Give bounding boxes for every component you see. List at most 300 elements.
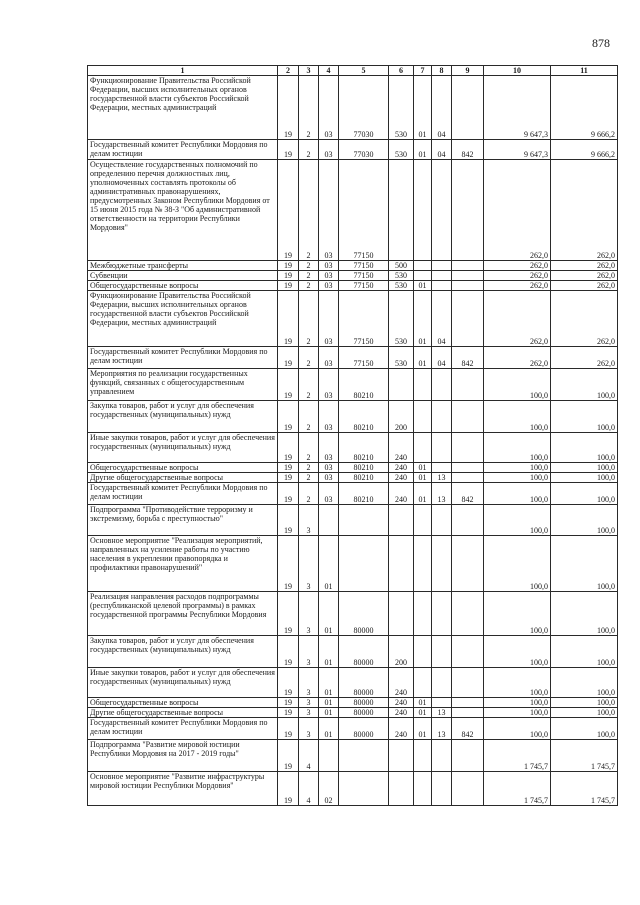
code-cell (432, 698, 452, 708)
column-header: 9 (452, 66, 484, 76)
code-cell (389, 536, 414, 592)
code-cell (432, 271, 452, 281)
expense-name-cell: Другие общегосударственные вопросы (88, 708, 278, 718)
code-cell (452, 160, 484, 261)
amount-cell: 100,0 (484, 698, 551, 708)
code-cell (389, 772, 414, 806)
code-cell: 77150 (339, 281, 389, 291)
code-cell (432, 505, 452, 536)
code-cell (452, 261, 484, 271)
code-cell: 04 (432, 347, 452, 369)
code-cell (389, 740, 414, 772)
amount-cell: 100,0 (551, 401, 618, 433)
code-cell: 03 (319, 160, 339, 261)
amount-cell: 262,0 (551, 261, 618, 271)
code-cell (432, 369, 452, 401)
code-cell (414, 740, 432, 772)
code-cell (452, 76, 484, 140)
code-cell: 80210 (339, 473, 389, 483)
code-cell: 19 (278, 505, 299, 536)
code-cell: 19 (278, 261, 299, 271)
code-cell: 80000 (339, 698, 389, 708)
code-cell: 19 (278, 592, 299, 636)
amount-cell: 100,0 (484, 433, 551, 463)
amount-cell: 100,0 (551, 668, 618, 698)
table-row (88, 718, 618, 740)
amount-cell: 100,0 (484, 636, 551, 668)
expense-name-cell: Общегосударственные вопросы (88, 281, 278, 291)
code-cell: 77030 (339, 140, 389, 160)
amount-cell: 100,0 (551, 708, 618, 718)
expense-name-cell: Межбюджетные трансферты (88, 261, 278, 271)
code-cell: 02 (319, 772, 339, 806)
code-cell: 3 (299, 698, 319, 708)
code-cell: 19 (278, 698, 299, 708)
code-cell (432, 636, 452, 668)
amount-cell: 1 745,7 (551, 740, 618, 772)
amount-cell: 100,0 (484, 536, 551, 592)
expense-name-cell: Функционирование Правительства Российской Федерации, высших исполнительных органов государственной власти субъектов Российской Федерации, местных администраций (88, 76, 278, 140)
code-cell: 80210 (339, 483, 389, 505)
code-cell: 19 (278, 160, 299, 261)
code-cell: 01 (319, 536, 339, 592)
code-cell (414, 636, 432, 668)
code-cell (389, 592, 414, 636)
code-cell: 19 (278, 140, 299, 160)
amount-cell: 262,0 (484, 281, 551, 291)
code-cell: 01 (414, 473, 432, 483)
table-body (88, 76, 618, 806)
expense-name-cell: Закупка товаров, работ и услуг для обеспечения государственных (муниципальных) нужд (88, 636, 278, 668)
code-cell: 240 (389, 718, 414, 740)
amount-cell: 100,0 (551, 636, 618, 668)
expense-name-cell: Государственный комитет Республики Мордовия по делам юстиции (88, 140, 278, 160)
amount-cell: 100,0 (484, 369, 551, 401)
code-cell: 240 (389, 698, 414, 708)
table-row (88, 433, 618, 463)
table-row (88, 772, 618, 806)
code-cell: 200 (389, 401, 414, 433)
code-cell: 77150 (339, 347, 389, 369)
code-cell: 13 (432, 473, 452, 483)
code-cell (389, 505, 414, 536)
table-row (88, 401, 618, 433)
code-cell: 530 (389, 140, 414, 160)
code-cell: 3 (299, 636, 319, 668)
code-cell: 2 (299, 483, 319, 505)
code-cell (339, 740, 389, 772)
code-cell (452, 536, 484, 592)
amount-cell: 100,0 (484, 473, 551, 483)
code-cell (452, 772, 484, 806)
code-cell: 2 (299, 433, 319, 463)
code-cell: 01 (414, 140, 432, 160)
code-cell (452, 505, 484, 536)
code-cell (414, 271, 432, 281)
code-cell (452, 708, 484, 718)
code-cell: 240 (389, 473, 414, 483)
code-cell: 2 (299, 473, 319, 483)
expense-name-cell: Реализация направления расходов подпрограммы (республиканской целевой программы) в рамках государственной программы Республики Мордовия (88, 592, 278, 636)
code-cell (432, 772, 452, 806)
code-cell (432, 592, 452, 636)
column-header: 2 (278, 66, 299, 76)
amount-cell: 100,0 (551, 536, 618, 592)
expense-name-cell: Другие общегосударственные вопросы (88, 473, 278, 483)
code-cell: 03 (319, 291, 339, 347)
amount-cell: 262,0 (551, 160, 618, 261)
code-cell: 4 (299, 740, 319, 772)
expense-name-cell: Подпрограмма "Противодействие терроризму и экстремизму, борьба с преступностью" (88, 505, 278, 536)
code-cell: 77030 (339, 76, 389, 140)
amount-cell: 262,0 (551, 291, 618, 347)
column-header: 7 (414, 66, 432, 76)
code-cell: 2 (299, 463, 319, 473)
code-cell (452, 636, 484, 668)
table-row (88, 740, 618, 772)
code-cell: 77150 (339, 261, 389, 271)
column-header: 8 (432, 66, 452, 76)
code-cell: 2 (299, 281, 319, 291)
table-row (88, 160, 618, 261)
amount-cell: 1 745,7 (551, 772, 618, 806)
budget-table (87, 65, 618, 806)
amount-cell: 100,0 (551, 592, 618, 636)
table-row (88, 473, 618, 483)
table-row (88, 261, 618, 271)
amount-cell: 262,0 (551, 271, 618, 281)
code-cell: 80210 (339, 369, 389, 401)
code-cell (319, 505, 339, 536)
code-cell: 19 (278, 369, 299, 401)
code-cell (414, 505, 432, 536)
code-cell: 80210 (339, 433, 389, 463)
expense-name-cell: Основное мероприятие "Развитие инфраструктуры мировой юстиции Республики Мордовия" (88, 772, 278, 806)
code-cell: 3 (299, 536, 319, 592)
code-cell: 03 (319, 369, 339, 401)
code-cell (452, 473, 484, 483)
code-cell: 01 (414, 76, 432, 140)
code-cell: 01 (414, 291, 432, 347)
amount-cell: 9 666,2 (551, 76, 618, 140)
code-cell: 01 (414, 708, 432, 718)
code-cell: 01 (319, 636, 339, 668)
code-cell: 03 (319, 347, 339, 369)
amount-cell: 100,0 (551, 483, 618, 505)
table-row (88, 698, 618, 708)
expense-name-cell: Государственный комитет Республики Мордовия по делам юстиции (88, 347, 278, 369)
expense-name-cell: Основное мероприятие "Реализация мероприятий, направленных на усиление работы по участию населения в укреплении правопорядка и профилактики правонарушений" (88, 536, 278, 592)
code-cell (432, 281, 452, 291)
amount-cell: 262,0 (484, 261, 551, 271)
table-row (88, 536, 618, 592)
table-row (88, 281, 618, 291)
code-cell: 03 (319, 140, 339, 160)
code-cell: 3 (299, 592, 319, 636)
amount-cell: 100,0 (484, 505, 551, 536)
code-cell: 01 (414, 483, 432, 505)
code-cell (414, 592, 432, 636)
code-cell (414, 160, 432, 261)
code-cell (452, 698, 484, 708)
table-header-row (88, 66, 618, 76)
code-cell (452, 433, 484, 463)
code-cell (414, 401, 432, 433)
code-cell: 03 (319, 76, 339, 140)
code-cell: 80000 (339, 636, 389, 668)
expense-name-cell: Субвенции (88, 271, 278, 281)
table-row (88, 369, 618, 401)
code-cell: 2 (299, 401, 319, 433)
code-cell: 19 (278, 483, 299, 505)
code-cell: 03 (319, 433, 339, 463)
code-cell: 13 (432, 708, 452, 718)
table-row (88, 463, 618, 473)
code-cell: 19 (278, 347, 299, 369)
code-cell: 13 (432, 483, 452, 505)
code-cell (414, 536, 432, 592)
code-cell: 2 (299, 76, 319, 140)
code-cell: 19 (278, 772, 299, 806)
code-cell: 240 (389, 433, 414, 463)
code-cell: 01 (414, 718, 432, 740)
code-cell (452, 369, 484, 401)
amount-cell: 100,0 (484, 401, 551, 433)
amount-cell: 9 647,3 (484, 76, 551, 140)
code-cell: 01 (414, 281, 432, 291)
code-cell: 530 (389, 76, 414, 140)
code-cell: 530 (389, 281, 414, 291)
code-cell: 03 (319, 463, 339, 473)
table-row (88, 668, 618, 698)
table-row (88, 483, 618, 505)
column-header: 5 (339, 66, 389, 76)
code-cell (452, 401, 484, 433)
amount-cell: 262,0 (484, 271, 551, 281)
code-cell (389, 369, 414, 401)
code-cell (452, 271, 484, 281)
code-cell: 2 (299, 347, 319, 369)
amount-cell: 100,0 (551, 505, 618, 536)
amount-cell: 9 647,3 (484, 140, 551, 160)
code-cell: 03 (319, 271, 339, 281)
code-cell: 240 (389, 668, 414, 698)
code-cell: 2 (299, 140, 319, 160)
amount-cell: 262,0 (484, 347, 551, 369)
page-number: 878 (592, 36, 610, 50)
code-cell (432, 463, 452, 473)
expense-name-cell: Иные закупки товаров, работ и услуг для обеспечения государственных (муниципальных) нужд (88, 433, 278, 463)
code-cell: 19 (278, 708, 299, 718)
code-cell: 2 (299, 369, 319, 401)
code-cell (432, 740, 452, 772)
column-header: 1 (88, 66, 278, 76)
column-header: 3 (299, 66, 319, 76)
code-cell (414, 369, 432, 401)
code-cell (432, 536, 452, 592)
code-cell: 13 (432, 718, 452, 740)
expense-name-cell: Функционирование Правительства Российской Федерации, высших исполнительных органов государственной власти субъектов Российской Федерации, местных администраций (88, 291, 278, 347)
table-row (88, 271, 618, 281)
code-cell (432, 668, 452, 698)
code-cell: 3 (299, 708, 319, 718)
table-row (88, 140, 618, 160)
code-cell: 19 (278, 473, 299, 483)
amount-cell: 100,0 (551, 473, 618, 483)
code-cell: 77150 (339, 271, 389, 281)
expense-name-cell: Государственный комитет Республики Мордовия по делам юстиции (88, 483, 278, 505)
code-cell: 01 (414, 698, 432, 708)
code-cell: 2 (299, 291, 319, 347)
table-row (88, 708, 618, 718)
amount-cell: 100,0 (484, 708, 551, 718)
code-cell: 3 (299, 718, 319, 740)
code-cell: 200 (389, 636, 414, 668)
expense-name-cell: Государственный комитет Республики Мордовия по делам юстиции (88, 718, 278, 740)
amount-cell: 100,0 (484, 718, 551, 740)
amount-cell: 100,0 (484, 668, 551, 698)
code-cell: 19 (278, 401, 299, 433)
code-cell (339, 505, 389, 536)
code-cell (414, 433, 432, 463)
code-cell: 80000 (339, 592, 389, 636)
amount-cell: 262,0 (551, 281, 618, 291)
amount-cell: 1 745,7 (484, 740, 551, 772)
code-cell: 19 (278, 433, 299, 463)
code-cell: 01 (414, 463, 432, 473)
code-cell: 3 (299, 505, 319, 536)
code-cell (452, 592, 484, 636)
code-cell: 842 (452, 483, 484, 505)
amount-cell: 100,0 (551, 433, 618, 463)
code-cell (452, 291, 484, 347)
table-row (88, 76, 618, 140)
code-cell: 240 (389, 483, 414, 505)
code-cell: 04 (432, 140, 452, 160)
code-cell (414, 261, 432, 271)
code-cell: 01 (319, 698, 339, 708)
code-cell: 03 (319, 261, 339, 271)
code-cell (452, 740, 484, 772)
code-cell: 80210 (339, 401, 389, 433)
table-row (88, 291, 618, 347)
code-cell: 530 (389, 347, 414, 369)
amount-cell: 9 666,2 (551, 140, 618, 160)
code-cell: 01 (319, 708, 339, 718)
code-cell: 19 (278, 718, 299, 740)
code-cell (389, 160, 414, 261)
code-cell (432, 401, 452, 433)
expense-name-cell: Иные закупки товаров, работ и услуг для обеспечения государственных (муниципальных) нужд (88, 668, 278, 698)
amount-cell: 100,0 (484, 483, 551, 505)
code-cell (339, 536, 389, 592)
amount-cell: 100,0 (484, 592, 551, 636)
code-cell (432, 160, 452, 261)
code-cell: 19 (278, 740, 299, 772)
code-cell: 19 (278, 291, 299, 347)
code-cell: 19 (278, 76, 299, 140)
code-cell: 19 (278, 636, 299, 668)
code-cell: 530 (389, 271, 414, 281)
column-header: 4 (319, 66, 339, 76)
code-cell: 530 (389, 291, 414, 347)
code-cell: 2 (299, 261, 319, 271)
code-cell: 19 (278, 271, 299, 281)
column-header: 6 (389, 66, 414, 76)
column-header: 11 (551, 66, 618, 76)
column-header: 10 (484, 66, 551, 76)
expense-name-cell: Общегосударственные вопросы (88, 698, 278, 708)
table-row (88, 636, 618, 668)
amount-cell: 262,0 (484, 291, 551, 347)
code-cell: 2 (299, 160, 319, 261)
code-cell: 01 (319, 668, 339, 698)
amount-cell: 100,0 (484, 463, 551, 473)
code-cell: 01 (414, 347, 432, 369)
expense-name-cell: Общегосударственные вопросы (88, 463, 278, 473)
amount-cell: 100,0 (551, 463, 618, 473)
code-cell: 2 (299, 271, 319, 281)
expense-name-cell: Мероприятия по реализации государственных функций, связанных с общегосударственным управлением (88, 369, 278, 401)
code-cell (452, 281, 484, 291)
code-cell (339, 772, 389, 806)
code-cell: 19 (278, 281, 299, 291)
code-cell (319, 740, 339, 772)
code-cell: 03 (319, 483, 339, 505)
amount-cell: 1 745,7 (484, 772, 551, 806)
code-cell: 19 (278, 668, 299, 698)
code-cell: 240 (389, 463, 414, 473)
code-cell: 19 (278, 463, 299, 473)
amount-cell: 100,0 (551, 698, 618, 708)
code-cell: 3 (299, 668, 319, 698)
table-row (88, 592, 618, 636)
code-cell: 4 (299, 772, 319, 806)
expense-name-cell: Осуществление государственных полномочий по определению перечня должностных лиц, уполномоченных составлять протоколы об административных правонарушениях, предусмотренных Законом Республики Мордовия от 15 июня 2015 года № 38-З "Об административной ответственности на территории Республики Мордовия" (88, 160, 278, 261)
amount-cell: 100,0 (551, 369, 618, 401)
code-cell (452, 668, 484, 698)
expense-name-cell: Подпрограмма "Развитие мировой юстиции Республики Мордовия на 2017 - 2019 годы" (88, 740, 278, 772)
code-cell: 500 (389, 261, 414, 271)
table-row (88, 347, 618, 369)
code-cell (414, 668, 432, 698)
code-cell: 19 (278, 536, 299, 592)
code-cell: 842 (452, 718, 484, 740)
code-cell: 842 (452, 347, 484, 369)
code-cell: 03 (319, 473, 339, 483)
code-cell: 03 (319, 401, 339, 433)
code-cell: 01 (319, 592, 339, 636)
amount-cell: 262,0 (484, 160, 551, 261)
code-cell: 240 (389, 708, 414, 718)
code-cell (452, 463, 484, 473)
code-cell: 842 (452, 140, 484, 160)
code-cell (432, 433, 452, 463)
code-cell: 77150 (339, 160, 389, 261)
code-cell: 04 (432, 291, 452, 347)
code-cell: 80000 (339, 708, 389, 718)
code-cell (432, 261, 452, 271)
code-cell: 80000 (339, 718, 389, 740)
code-cell: 80000 (339, 668, 389, 698)
expense-name-cell: Закупка товаров, работ и услуг для обеспечения государственных (муниципальных) нужд (88, 401, 278, 433)
code-cell: 01 (319, 718, 339, 740)
amount-cell: 262,0 (551, 347, 618, 369)
code-cell (414, 772, 432, 806)
code-cell: 04 (432, 76, 452, 140)
amount-cell: 100,0 (551, 718, 618, 740)
code-cell: 80210 (339, 463, 389, 473)
